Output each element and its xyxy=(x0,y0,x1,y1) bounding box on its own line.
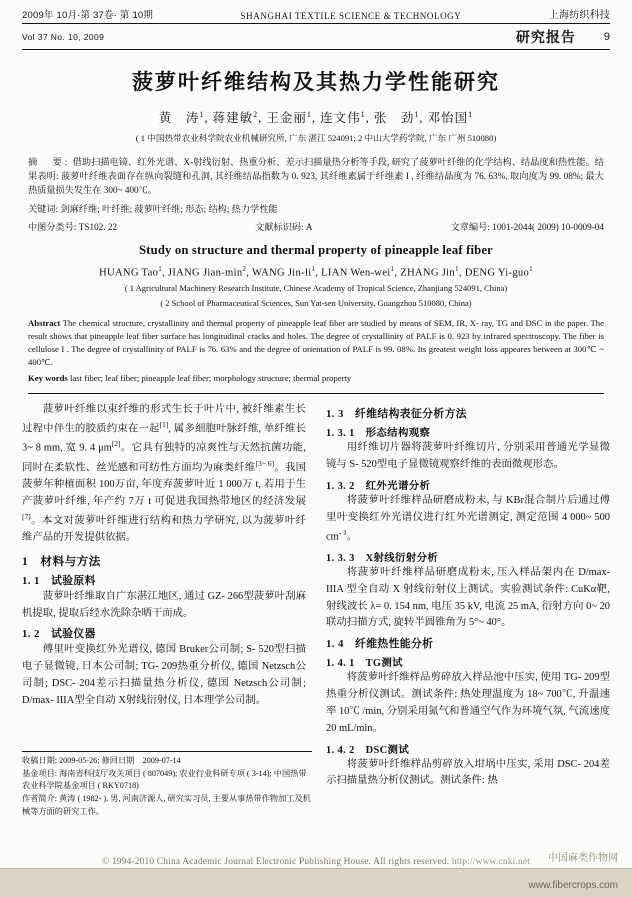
keywords-label-cn: 关键词: xyxy=(28,203,59,214)
affiliation: ( 1 中国热带农业科学院农业机械研究所, 广东 湛江 524091; 2 中山大学药学院, 广东 广州 510080) xyxy=(135,133,497,143)
heading-1-1-materials: 1. 1 试验原料 xyxy=(22,574,96,587)
column-right xyxy=(326,402,610,791)
author-list: 黄 涛$^1$, 蒋建敏$^2$, 王金丽$^1$, 连文伟$^1$, 张 劲$^1$, 邓怡国$^1$ xyxy=(158,109,474,125)
heading-1-2-instruments: 1. 2 试验仪器 xyxy=(22,628,96,641)
heading-1-3-characterization: 1. 3 纤维结构表征分析方法 xyxy=(326,408,467,421)
paragraph-1-3-2: 将菠萝叶纤维样品研磨成粉末, 与 KBr混合制片后通过傅里叶变换红外光谱仪进行红外光谱测定, 测定范围 4 000~ 500 $cm^{- 1}$。 xyxy=(326,494,610,542)
running-head-second xyxy=(22,27,610,47)
author-list-en: HUANG Tao$^1$, JIANG Jian-$\min^2$, WANG Jin-$li^1$, LIAN Wen-wei$^1$, ZHANG Jin$^1$, DENG Yi-guo$^1$ xyxy=(99,264,533,279)
copyright-line xyxy=(0,857,632,867)
running-head-journal-cn: 上海纺织科技 xyxy=(548,10,610,21)
article-number: 文章编号: 1001-2044( 2009) 10-0009-04 xyxy=(450,221,604,232)
column-left xyxy=(22,402,306,791)
heading-1-materials: 1 材料与方法 xyxy=(22,554,101,568)
paragraph-1-2: 傅里叶变换红外光谱仪, 德国 Bruker公司制; S- 520型扫描电子显微镜, 日本公司制; TG- 209热重分析仪, 德国 Netzsch公司制; DSC- 204差示扫描量热分析仪, 德国 Netzsch公司制; D/max- IIIA型全自动 X射线衍射仪, 日本理学公司制。 xyxy=(22,644,306,706)
page-number: 9 xyxy=(603,31,610,43)
watermark-cn: 中国麻类作物网 xyxy=(548,853,618,864)
paragraph-1-1: 菠萝叶纤维取自广东湛江地区, 通过 GZ- 266型菠萝叶刮麻机提取, 提取后经水洗除杂晒干而成。 xyxy=(22,590,306,619)
running-head-journal-en: SHANGHAI TEXTILE SCIENCE & TECHNOLOGY xyxy=(240,11,462,21)
heading-1-4-thermal: 1. 4 纤维热性能分析 xyxy=(326,638,434,651)
affiliation-en-1: ( 1 Agricultural Machinery Research Institute, Chinese Academy of Tropical Science, Zhanjiang 524091, China) xyxy=(124,283,508,294)
footnote-funding: 基金项目: 海南省科技厅攻关项目 ( 807049); 农业行业科研专项 ( 3-14); 中国热带农业科学院基金项目 ( RKY0718) xyxy=(22,768,307,791)
paragraph-1-4-1: 将菠萝叶纤维样品剪碎放入样品池中压实, 使用 TG- 209型热重分析仪测试。测试条件: 热处理温度为 18~ 700℃, 升温速率 10℃ /min, 分别采用氮气和普通空气作为环境气氛, 气流速度 20 mL/min。 xyxy=(326,672,611,734)
running-head-issue: 2009年 10月·第 37卷· 第 10期 xyxy=(22,10,154,21)
running-head xyxy=(22,6,610,24)
paragraph-1-4-2: 将菠萝叶纤维样品剪碎放入坩埚中压实, 采用 DSC- 204差示扫描量热分析仪测试。测试条件: 热 xyxy=(326,758,610,787)
abstract-label-en: Abstract xyxy=(28,317,61,328)
keywords-text-cn: 剑麻纤维; 叶纤维; 菠萝叶纤维; 形态; 结构; 热力学性能 xyxy=(60,203,278,214)
cnki-url: http://www.cnki.net xyxy=(451,857,531,867)
classification-line xyxy=(28,219,604,233)
section-title: 研究报告 xyxy=(515,29,576,45)
heading-1-3-2-ir: 1. 3. 2 红外光谱分析 xyxy=(326,480,431,492)
keywords-text-en: last fiber; leaf fiber; pineapple leaf fiber; morphology structure; thermal property xyxy=(70,373,352,384)
abstract-en xyxy=(28,317,604,369)
abstract-label-cn: 摘 要: xyxy=(28,156,71,167)
keywords-cn xyxy=(28,202,604,216)
paragraph-1-3-1: 用纤维切片器将菠萝叶纤维切片, 分别采用普通光学显微镜与 S- 520型电子显微镜观察纤维的表面微观形态。 xyxy=(326,442,610,470)
abstract-text-cn: 借助扫描电镜、红外光谱、X-射线衍射、热重分析、差示扫描量热分析等手段, 研究了菠萝叶纤维的化学结构、结晶度和热性能。结果表明: 菠萝叶纤维表面存在纵向裂缝和孔洞, 其纤维结晶指数为 0. 923, 其纤维素属于纤维素 I , 纤维结晶度为 76. 63%, 取向度为 99. 08%; 最大热质量损失发生在 300~ 400℃。 xyxy=(28,156,604,196)
keywords-label-en: Key words xyxy=(28,373,68,384)
body-divider xyxy=(28,393,604,394)
paragraph-intro: 菠萝叶纤维以束纤维的形式生长于叶片中, 被纤维素生长过程中伴生的胶质约束在一起[1], 属多细胞叶脉纤维, 单纤维长 3~ 8 mm, 宽 9. 4 μm[2]。它具有独特的凉爽性与天然抗菌功能, 同时在柔软性、丝光感和可纺性方面均为麻类纤维[3~ 6]。我国菠萝年种植面积 100万亩, 年度弃菠萝叶近 1 000万 t, 若用于生产菠萝叶纤维, 年产约 7万 t 可促进我国热带地区的经济发展[7]。本文对菠萝叶纤维进行结构和热力学研究, 以为菠萝叶纤维产品的开发提供依据。 xyxy=(22,404,306,543)
volume-info: Vol 37 No. 10, 2009 xyxy=(22,32,105,42)
article-title: 菠萝叶纤维结构及其热力学性能研究 xyxy=(132,70,500,94)
heading-1-4-2-dsc: 1. 4. 2 DSC测试 xyxy=(326,744,410,756)
keywords-en xyxy=(28,372,604,385)
affiliation-en-2: ( 2 School of Pharmaceutical Sciences, Sun Yat-sen University, Guangzhou 510080, China) xyxy=(160,298,472,309)
heading-1-3-1-morphology: 1. 3. 1 形态结构观察 xyxy=(326,428,431,440)
header-divider xyxy=(22,49,610,50)
copyright-text: © 1994-2010 China Academic Journal Electronic Publishing House. All rights reserved. xyxy=(101,857,450,867)
body-columns xyxy=(22,402,610,791)
heading-1-3-3-xrd: 1. 3. 3 X射线衍射分析 xyxy=(326,552,439,564)
footnote-block xyxy=(22,751,312,819)
footnote-dates: 收稿日期: 2009-05-26; 修回日期 2009-07-14 xyxy=(22,755,181,765)
footnote-author-bio: 作者简介: 黄涛 ( 1982- ), 男, 河南济源人, 研究实习员, 主要从事热带作物加工及机械等方面的研究工作。 xyxy=(22,794,311,816)
clc-number: 中图分类号: TS102. 22 xyxy=(28,221,118,232)
heading-1-4-1-tg: 1. 4. 1 TG测试 xyxy=(326,658,403,670)
watermark-url: www.fibercrops.com xyxy=(528,880,618,891)
abstract-text-en: The chemical structure, crystallinity and thermal property of pineapple leaf fiber are studied by means of SEM, IR, X- ray, TG and DSC in the paper. The result shows that pineapple leaf fiber surface has longitudinal cracks and holes. The degree of crystallinity of PALF is 0. 923 by infrared spectroscopy. The fiber is cellulose I . The degree of crystallinity of PALF is 76. 63% and the degree of orientation of PALF is 99. 08%. Its greatest weight loss appeares between at 300℃ ~ 400℃. xyxy=(28,317,604,368)
document-code: 文献标识码: A xyxy=(255,221,313,232)
paragraph-1-3-3: 将菠萝叶纤维样品研磨成粉末, 压入样品架内在 D/max- IIIA 型全自动 X 射线衍射仪上测试。实验测试条件: CuKα靶, 射线波长 λ= 0. 154 nm, 电压 35 kV, 电流 25 mA, 衍射方向 0~ 20联动扫描方式, 旋转半圆锥角为 5°~ 40°。 xyxy=(326,566,610,629)
abstract-cn xyxy=(28,155,604,198)
article-title-en: Study on structure and thermal property of pineapple leaf fiber xyxy=(139,242,493,257)
